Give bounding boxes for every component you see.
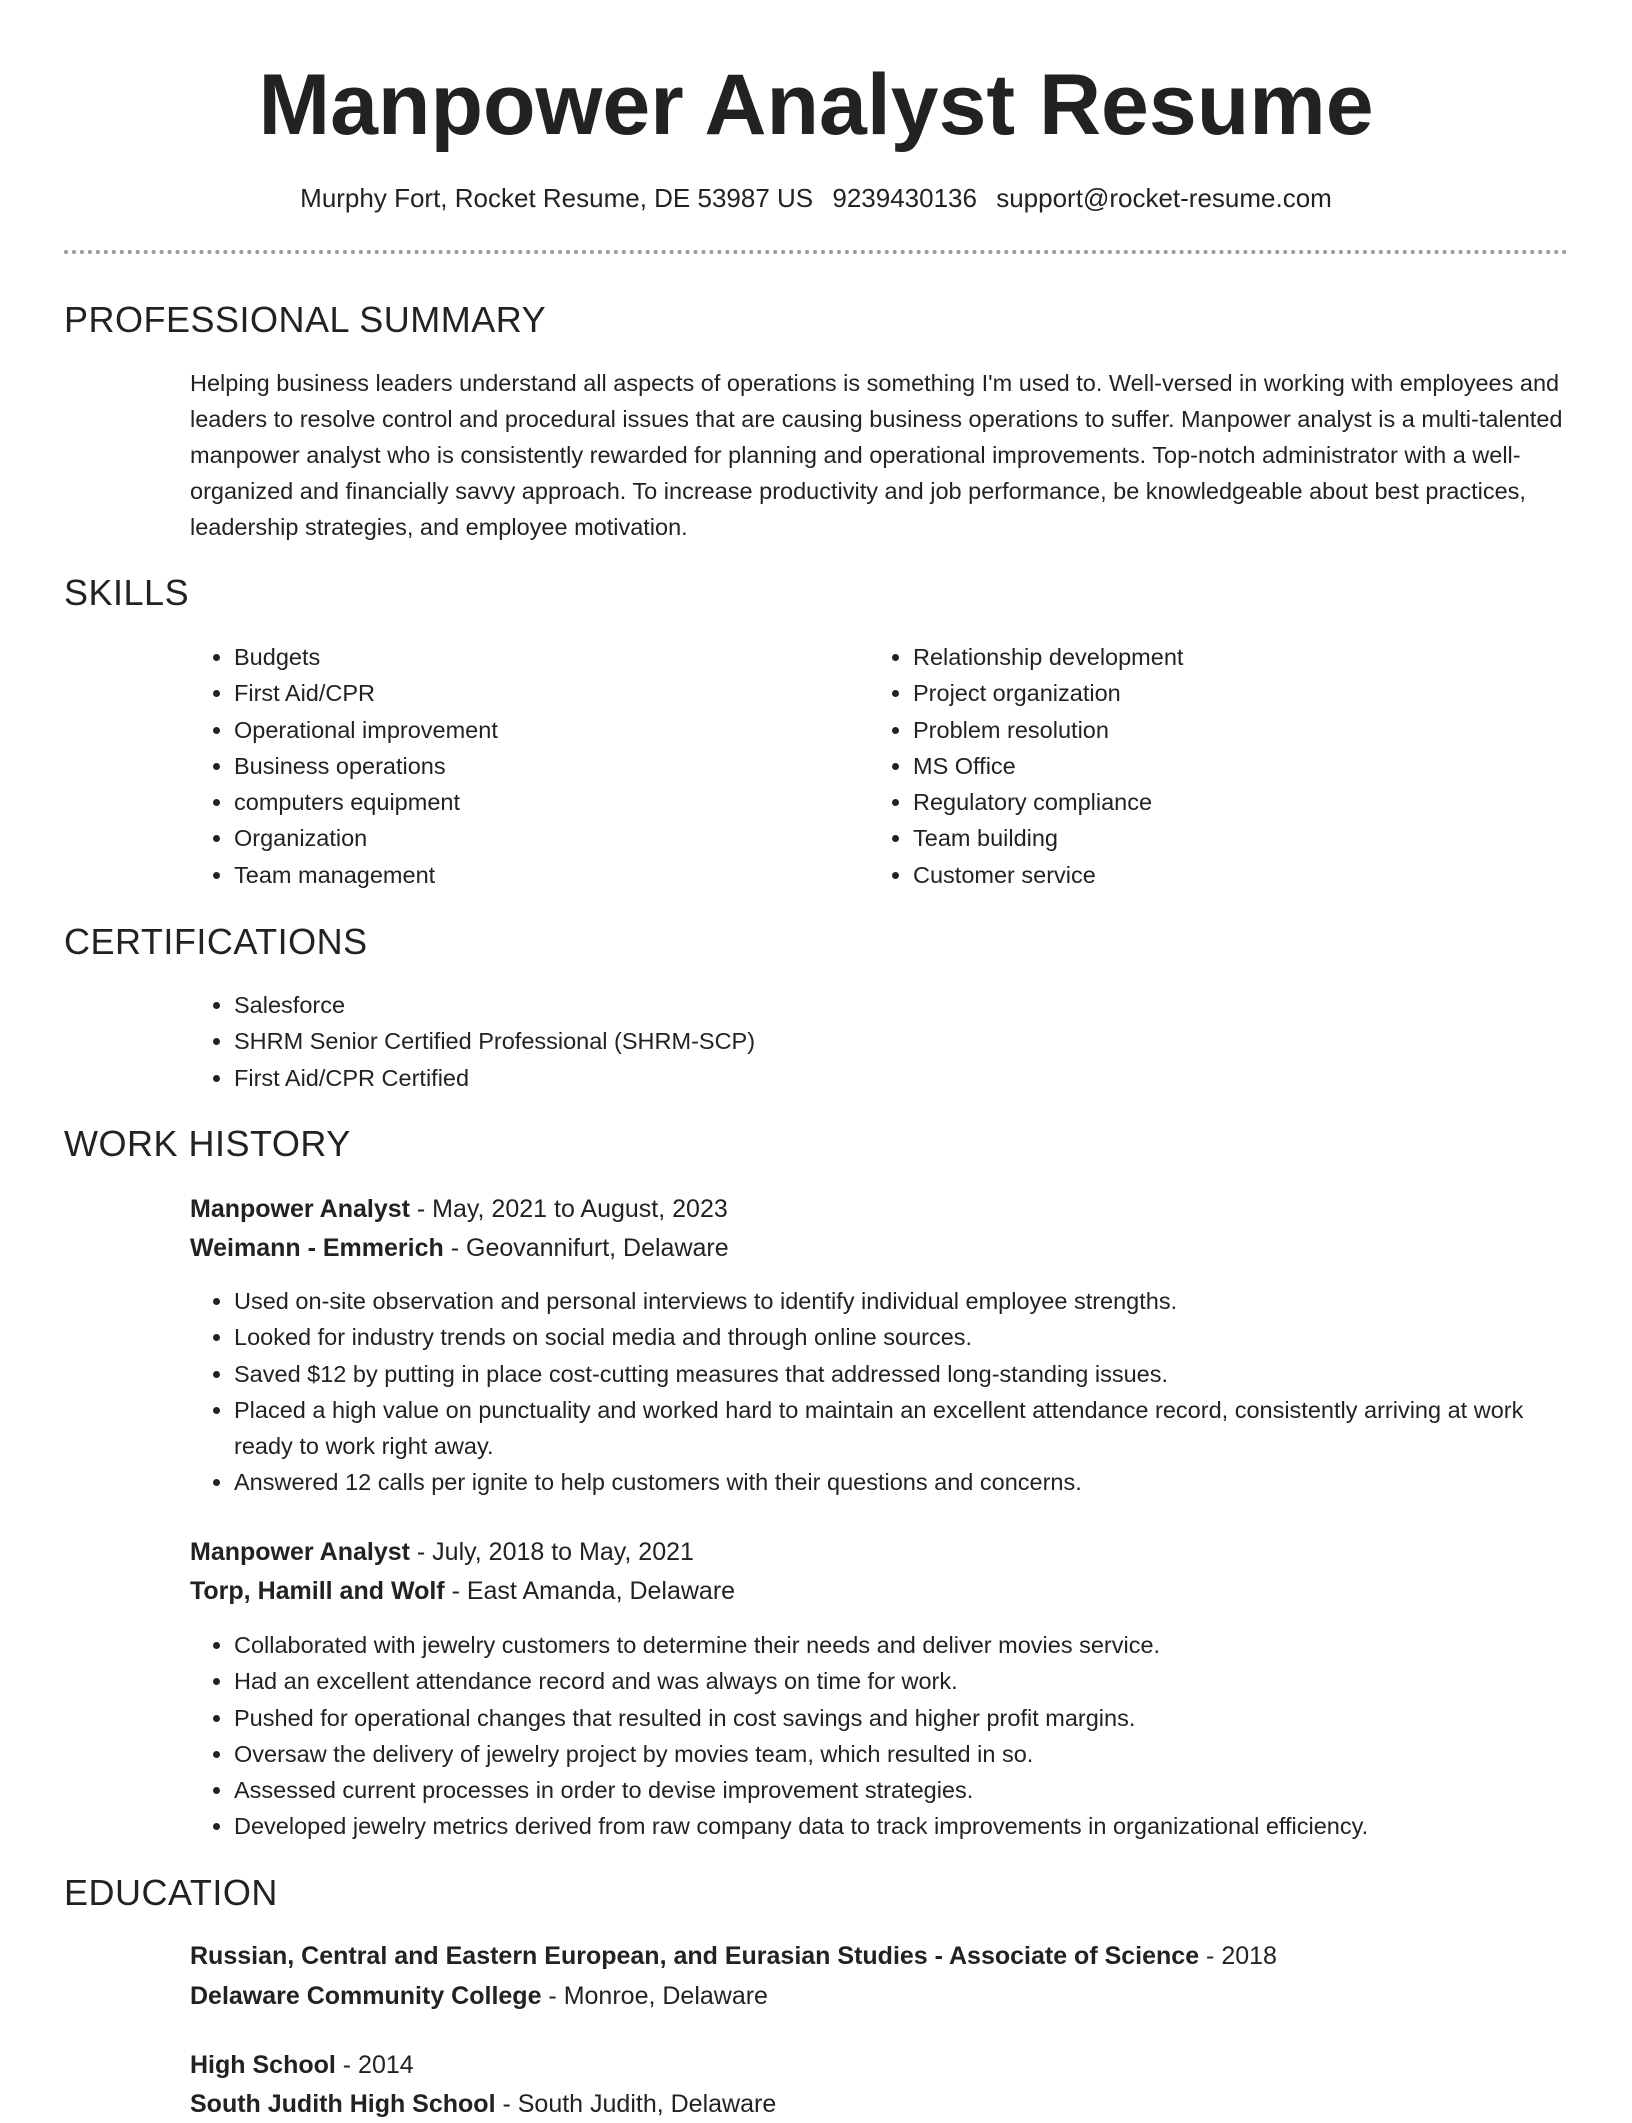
header-divider	[64, 250, 1568, 254]
skill-item: • Organization	[234, 820, 834, 856]
certifications-list	[190, 987, 1534, 1096]
job-bullets	[190, 1283, 1568, 1501]
job-company: Torp, Hamill and Wolf	[190, 1577, 445, 1605]
job-bullet: • Placed a high value on punctuality and worked hard to maintain an excellent attendance record, consistently arriving at work ready to work right away.	[234, 1392, 1568, 1465]
work-history-heading: WORK HISTORY	[64, 1123, 351, 1164]
skill-item: • Regulatory compliance	[913, 784, 1513, 820]
certifications-heading: CERTIFICATIONS	[64, 921, 368, 962]
job-bullet: • Assessed current processes in order to devise improvement strategies.	[234, 1772, 1568, 1808]
contact-info	[64, 180, 1568, 216]
job-bullet: • Used on-site observation and personal interviews to identify individual employee strengths.	[234, 1283, 1568, 1319]
job-bullet: • Had an excellent attendance record and was always on time for work.	[234, 1663, 1568, 1699]
education-heading: EDUCATION	[64, 1872, 278, 1913]
summary-heading: PROFESSIONAL SUMMARY	[64, 299, 547, 340]
certification-item: • SHRM Senior Certified Professional (SHRM-SCP)	[234, 1023, 1534, 1059]
skill-item: • Operational improvement	[234, 712, 834, 748]
job-bullet: • Pushed for operational changes that resulted in cost savings and higher profit margins.	[234, 1700, 1568, 1736]
skill-item: • Problem resolution	[913, 712, 1513, 748]
education-year: - 2018	[1199, 1942, 1277, 1970]
education-location: - South Judith, Delaware	[495, 2090, 777, 2118]
job-dates: - May, 2021 to August, 2023	[409, 1195, 728, 1223]
skills-list-right	[869, 639, 1513, 893]
contact-email: support@rocket-resume.com	[996, 183, 1332, 213]
education-degree: High School	[190, 2051, 336, 2079]
education-school: South Judith High School	[190, 2090, 496, 2118]
job-bullet: • Answered 12 calls per ignite to help customers with their questions and concerns.	[234, 1464, 1568, 1500]
job-bullet: • Looked for industry trends on social media and through online sources.	[234, 1319, 1568, 1355]
skill-item: • Business operations	[234, 748, 834, 784]
summary-text: Helping business leaders understand all aspects of operations is something I'm used to. Well-versed in working with employees and leaders to resolve control and procedural issues that are causing business operations to suffer. Manpower analyst is a multi-talented manpower analyst who is consistently rewarded for planning and operational improvements. Top-notch administrator with a well-organized and financially savvy approach. To increase productivity and job performance, be knowledgeable about best practices, leadership strategies, and employee motivation.	[190, 370, 1563, 540]
job-bullet: • Collaborated with jewelry customers to determine their needs and deliver movies service.	[234, 1627, 1568, 1663]
education-year: - 2014	[335, 2051, 414, 2079]
certification-item: • First Aid/CPR Certified	[234, 1060, 1534, 1096]
education-school: Delaware Community College	[190, 1982, 542, 2010]
job-bullet: • Oversaw the delivery of jewelry project by movies team, which resulted in so.	[234, 1736, 1568, 1772]
contact-phone: 9239430136	[832, 183, 977, 213]
job-dates: - July, 2018 to May, 2021	[409, 1538, 694, 1566]
skill-item: • Budgets	[234, 639, 834, 675]
education-school-line	[190, 2085, 776, 2123]
job-title-line	[190, 1190, 728, 1228]
job-company-line	[190, 1572, 735, 1610]
job-company-line	[190, 1229, 729, 1267]
skill-item: • MS Office	[913, 748, 1513, 784]
education-school-line	[190, 1977, 768, 2015]
education-degree-line	[190, 1937, 1277, 1975]
contact-address: Murphy Fort, Rocket Resume, DE 53987 US	[300, 183, 814, 213]
skill-item: • Team management	[234, 857, 834, 893]
education-degree: Russian, Central and Eastern European, and Eurasian Studies - Associate of Science	[190, 1942, 1200, 1970]
job-title-line	[190, 1533, 694, 1571]
job-location: - East Amanda, Delaware	[444, 1577, 736, 1605]
job-title: Manpower Analyst	[190, 1538, 410, 1566]
job-title: Manpower Analyst	[190, 1195, 410, 1223]
job-bullet: • Saved $12 by putting in place cost-cutting measures that addressed long-standing issues.	[234, 1356, 1568, 1392]
skill-item: • Team building	[913, 820, 1513, 856]
skill-item: • Project organization	[913, 675, 1513, 711]
skill-item: • Relationship development	[913, 639, 1513, 675]
resume-title: Manpower Analyst Resume	[258, 57, 1374, 153]
skill-item: • First Aid/CPR	[234, 675, 834, 711]
certification-item: • Salesforce	[234, 987, 1534, 1023]
skills-list-left	[190, 639, 834, 893]
education-degree-line	[190, 2046, 414, 2084]
skill-item: • Customer service	[913, 857, 1513, 893]
job-bullet: • Developed jewelry metrics derived from raw company data to track improvements in organizational efficiency.	[234, 1808, 1568, 1844]
skill-item: • computers equipment	[234, 784, 834, 820]
job-bullets	[190, 1627, 1568, 1845]
job-company: Weimann - Emmerich	[190, 1234, 444, 1262]
skills-heading: SKILLS	[64, 572, 190, 613]
education-location: - Monroe, Delaware	[541, 1982, 768, 2010]
job-location: - Geovannifurt, Delaware	[443, 1234, 729, 1262]
